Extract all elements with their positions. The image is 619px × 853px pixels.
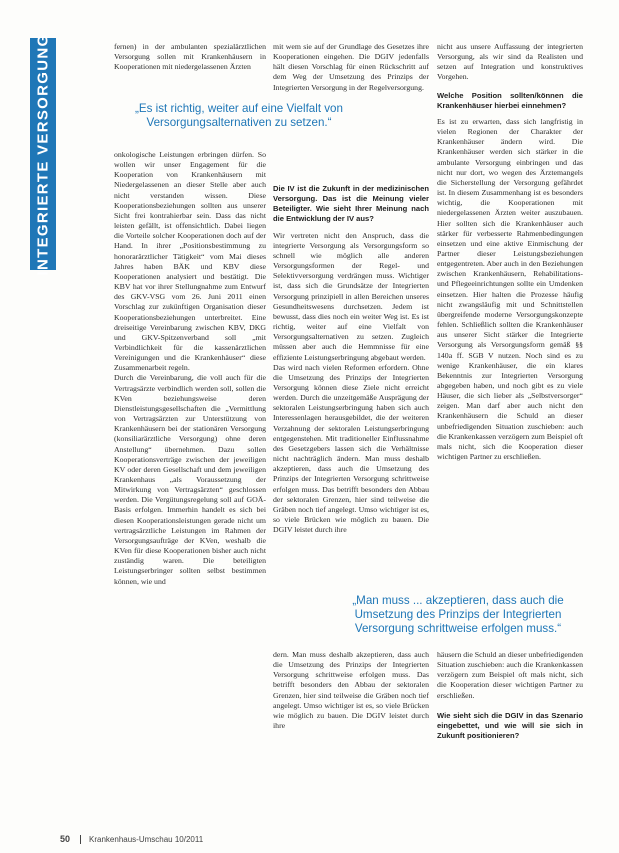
column-3-top <box>437 42 583 587</box>
col2-intro-lead: mit wem sie auf der Grundlage des Gesetzes ihre Kooperationen eingehen. Die DGIV jedenfalls hält diesen Vorschlag für einen Rückschritt auf dem Weg der Umsetzung des Prinzips der Integrierten Versorgung in der Regelversorgung. <box>273 42 429 92</box>
page-footer <box>60 834 203 844</box>
col1-paragraph-2: onkologische Leistungen erbringen dürfen. So wollen wir unser Engagement für die Kooperation von Krankenhäusern mit Niedergelassenen an dieser Stelle aber auch nicht verstanden wissen. Diese Kooperationsbeziehungen sollten aus unserer Sicht frei kontrahierbar sein. Dass das nicht leisten gefällt, ist offensichtlich. Dabei liegen die Vorteile solcher Kooperationen doch auf der Hand. In ihrer „Positionsbestimmung zu honorarärztlicher Tätigkeit“ vom Mai dieses Jahres haben BÄK und KBV diese Kooperationen analysiert und bestätigt. Die KBV hat vor ihrer Stellungnahme zum Entwurf des GKV-VSG vom 26. Juni 2011 einen Vorschlag zur zukünftigen Organisation dieser Kooperationsbeziehungen unterbreitet. Eine dreiseitige Vereinbarung zwischen KBV, DKG und GKV-Spitzenverband soll „mit Verbindlichkeit für die kassenärztlichen Vereinigungen und die Krankenhäuser“ diese Zusammenarbeit regeln. <box>114 150 266 373</box>
column-3-bottom <box>437 650 583 822</box>
column-2-bottom <box>273 650 429 820</box>
page-number: 50 <box>60 834 71 844</box>
column-2-body <box>273 184 429 589</box>
col3-paragraph-1: nicht aus unsere Auffassung der integrierten Versorgung, als wir sind da Realisten und setzen auf Integration und konstruktives Vorgehen. <box>437 42 583 82</box>
section-tab <box>30 33 56 275</box>
col2-paragraph-2: Wir vertreten nicht den Anspruch, dass die integrierte Versorgung als Versorgungsform so schnell wie möglich alle anderen Versorgungsformen der Regel- und Selektivversorgung verdrängen muss. Wichtiger ist, dass sich die Grundsätze der Integrierten Versorgung prinzipiell in allen Bereichen unseres Gesundheitswesens durchsetzen. Jedem ist bewusst, dass dies noch ein weiter Weg ist. Es ist richtig, weiter auf eine Vielfalt von Versorgungsalternativen zu setzen. Zugleich müssen aber auch die Hemmnisse für eine effiziente Leistungserbringung abgebaut werden. <box>273 230 429 362</box>
col3-paragraph-2: Es ist zu erwarten, dass sich langfristig in vielen Regionen der Charakter der Krankenhäuser ändern wird. Die Krankenhäuser werden sich stärker in die ambulante Versorgung einbringen und das nicht nur dort, wo wegen des Ärztemangels die Sicherstellung der Versorgung gefährdet ist. In diesem Zusammenhang ist es besonders wichtig, die Kooperationen mit niedergelassenen Ärzten weiter auszubauen. Hier sollten sich die Krankenhäuser auch stärker für verbesserte Rahmenbedingungen einsetzen und eine aktive Einmischung der Partner dieser Leistungsbeziehungen entgegentreten. Aber auch in den Beziehungen zwischen Krankenhäusern, Rehabilitations- und Pflegeeinrichtungen sollte ein Umdenken einsetzen. Hier halten die Prozesse häufig nicht zwangsläufig mit und Schnittstellen übergreifende moderne Versorgungskonzepte fehlen. Schließlich sollten die Krankenhäuser aus unserer Sicht stärker die Integrierte Versorgung als Versorgungsform gemäß §§ 140a ff. SGB V nutzen. Noch sind es zu wenige Krankenhäuser, die ein klares Bekenntnis zur Integrierten Versorgung abgegeben haben, und noch gibt es zu viele Häuser, die sich lieber als „Selbstversorger“ zeigen. Man darf aber auch nicht den Krankenhäusern die Schuld an dieser unbefriedigenden Situation zuschieben: auch die Krankenkassen verzögern zum Beispiel oft mals nicht, sich die Kooperation dieser wichtigen Partner zu erschließen. <box>437 116 583 462</box>
section-tab-label: INTEGRIERTE VERSORGUNG <box>34 33 52 275</box>
journal-name: Krankenhaus-Umschau 10/2011 <box>89 835 204 844</box>
col1-paragraph-1: fernen) in der ambulanten spezialärztlichen Versorgung sollen mit Krankenhäusern in Kooperationen mit niedergelassenen Ärzten <box>114 42 266 72</box>
column-1-body <box>114 150 266 820</box>
column-2-top <box>273 42 429 93</box>
footer-divider <box>80 835 81 844</box>
pull-quote-1: „Es ist richtig, weiter auf eine Vielfalt von Versorgungsalternativen zu setzen.“ <box>135 102 343 129</box>
interview-question-3: Wie sieht sich die DGIV in das Szenario eingebettet, und wie will sie sich in Zukunft positionieren? <box>437 710 583 741</box>
interview-question-1: Die IV ist die Zukunft in der medizinischen Versorgung. Das ist die Meinung vieler Beteiligter. Wie sieht Ihrer Meinung nach die Entwicklung der IV aus? <box>273 184 429 224</box>
col3-paragraph-2-continued: häusern die Schuld an dieser unbefriedigenden Situation zuschieben: auch die Krankenkassen verzögern zum Beispiel oft mals nicht, sich die Kooperation dieser wichtigen Partner zu erschließen. <box>437 650 583 700</box>
col2-paragraph-3: Das wird nach vielen Reformen erfordern. Ohne die Umsetzung des Prinzips der Integrierten Versorgung können diese Ziele nicht erreicht werden. Durch die unzeitgemäße Ausprägung der sektoralen Leistungserbringung haben sich auch Interessenlagen herausgebildet, die der weiteren Verzahnung der sektoralen Leistungserbringung entgegenstehen. Mit traditioneller Einflussnahme des Gesetzgebers lassen sich die Verhältnisse nicht nachträglich ändern. Man muss deshalb akzeptieren, dass auch die Umsetzung des Prinzips der Integrierten Versorgung schrittweise erfolgen muss. Das betrifft besonders den Abbau der sektoralen Grenzen, hier sind teilweise die Gräben noch tief angelegt. Umso wichtiger ist es, so viele Brücken wie möglich zu bauen. Die DGIV leistet durch ihre <box>273 362 429 535</box>
column-1-top <box>114 42 266 72</box>
col2-paragraph-3-continued: dern. Man muss deshalb akzeptieren, dass auch die Umsetzung des Prinzips der Integrierten Versorgung schrittweise erfolgen muss. Das betrifft besonders den Abbau der sektoralen Grenzen, hier sind teilweise die Gräben noch tief angelegt. Umso wichtiger ist es, so viele Brücken wie möglich zu bauen. Die DGIV leistet durch ihre <box>273 650 429 731</box>
col1-paragraph-3: Durch die Vereinbarung, die voll auch für die Vertragsärzte verbindlich werden soll, sollen die KVen beziehungsweise deren Dienstleistungsgesellschaften die „Vermittlung von Vertragsärzten zur Unterstützung von Krankenhäusern bei der stationären Versorgung (konsiliarärztliche Versorgung) ohne deren Anstellung“ übernehmen. Dazu sollen Kooperationsverträge zwischen der jeweiligen KV oder deren Gesellschaft und dem jeweiligen Krankenhaus „als Voraussetzung der Mitwirkung von Vertragsärzten“ geschlossen werden. Die Vergütungsregelung soll auf GOÄ-Basis erfolgen. Immerhin handelt es sich bei diesen Kooperationsleistungen gerade nicht um vertragsärztliche Leistungen im Rahmen der Versorgungsaufträge der KVen, weshalb die KVen für diese Kooperationen bisher auch nicht zuständig waren. Die beteiligten Leistungserbringer sollten selbst bestimmen können, wie und <box>114 373 266 586</box>
interview-question-2: Welche Position sollten/können die Krankenhäuser hierbei einnehmen? <box>437 90 583 110</box>
pull-quote-2: „Man muss ... akzeptieren, dass auch die Umsetzung des Prinzips der Integrierten Versorgung schrittweise erfolgen muss.“ <box>352 594 564 635</box>
